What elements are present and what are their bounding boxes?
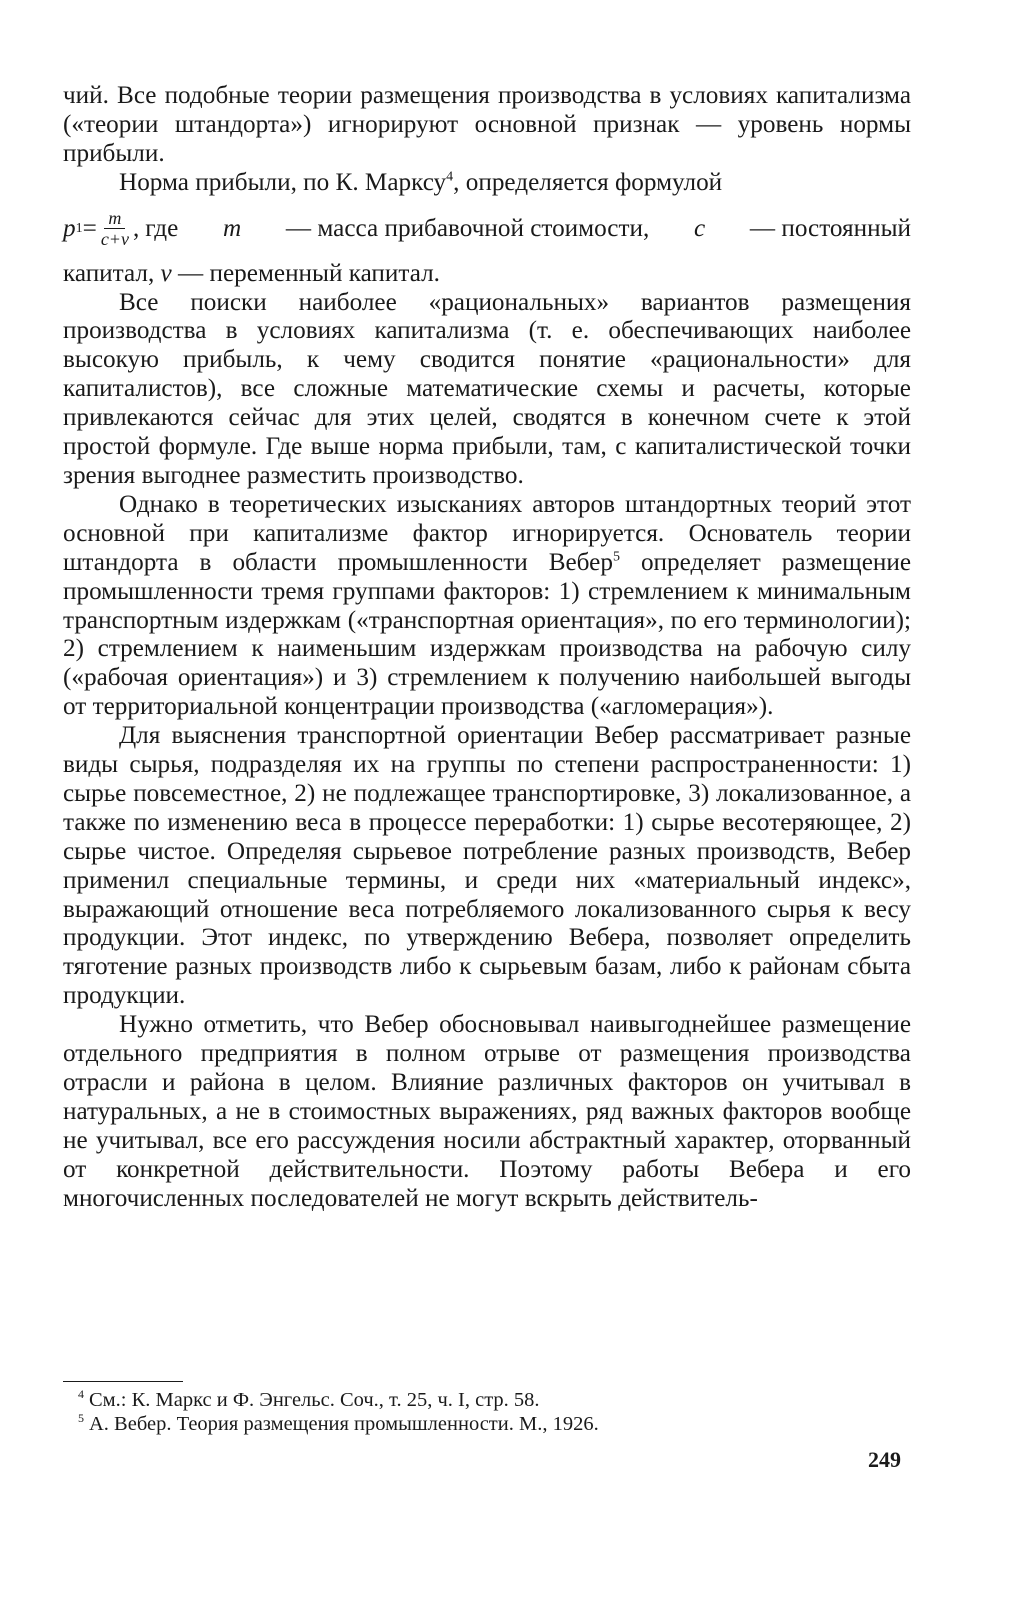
paragraph-3-start: капитал,	[63, 259, 155, 287]
formula-comma: ,	[132, 214, 140, 242]
page-number: 249	[868, 1447, 901, 1472]
formula-lhs: p	[63, 214, 76, 242]
paragraph-3	[63, 260, 911, 289]
paragraph-5-start: Однако в теоретических изысканиях авторов штандортных теорий этот основной при капитализме фактор игнорируется. Основатель теории штандорта в области промышленности Вебер	[63, 490, 911, 576]
footnote-5-text: А. Вебер. Теория размещения промышленности. М., 1926.	[89, 1413, 599, 1435]
paragraph-2	[63, 169, 911, 198]
page-body	[63, 82, 911, 1214]
footnote-ref-4: 4	[446, 169, 454, 185]
footnote-5-mark: 5	[78, 1411, 84, 1426]
paragraph-4: Все поиски наиболее «рациональных» вариантов размещения производства в условиях капитализма (т. е. обеспечивающих наиболее высокую прибыль, к чему сводится понятие «рациональности» для капиталистов), все сложные математические схемы и расчеты, которые привлекаются сейчас для этих целей, сводятся в конечном счете к этой простой формуле. Где выше норма прибыли, там, с капиталистической точки зрения выгоднее разместить производство.	[63, 288, 911, 489]
footnote-divider	[63, 1381, 183, 1382]
formula-denominator: c+v	[100, 229, 129, 250]
paragraph-5-end: определяет размещение промышленности тремя группами факторов: 1) стремлением к минимальным транспортным издержкам («транспортная ориентация», по его терминологии); 2) стремлением к наименьшим издержкам производства на рабочую силу («рабочая ориентация») и 3) стремлением к получению наибольшей выгоды от территориальной концентрации производства («агломерация»).	[63, 548, 912, 721]
paragraph-6: Для выяснения транспортной ориентации Вебер рассматривает разные виды сырья, подразделяя их на группы по степени распространенности: 1) сырье повсеместное, 2) не подлежащее транспортировке, 3) локализованное, а также по изменению веса в процессе переработки: 1) сырье весотеряющее, 2) сырье чистое. Определяя сырьевое потребление разных производств, Вебер применил специальные термины, и среди них «материальный индекс», выражающий отношение веса потребляемого локализованного сырья к весу продукции. Этот индекс, по утверждению Вебера, позволяет определить тяготение разных производств либо к сырьевым базам, либо к районам сбыта продукции.	[63, 722, 911, 1010]
footnote-ref-5: 5	[612, 549, 620, 565]
formula-part-2: — масса прибавочной стоимости,	[285, 214, 650, 242]
formula-var-c: c	[693, 214, 706, 242]
formula-fraction	[101, 209, 129, 248]
paragraph-3-var: v	[160, 259, 172, 287]
paragraph-2-start: Норма прибыли, по К. Марксу	[119, 168, 447, 196]
paragraph-2-end: , определяется формулой	[453, 168, 723, 196]
formula-description	[145, 215, 911, 243]
footnotes	[78, 1388, 878, 1436]
paragraph-3-end: — переменный капитал.	[178, 259, 440, 287]
footnote-5	[78, 1412, 878, 1436]
paragraph-5	[63, 491, 911, 722]
formula-var-m: m	[223, 214, 242, 242]
formula-part-3: — постоянный	[749, 214, 911, 242]
footnote-4-text: См.: К. Маркс и Ф. Энгельс. Соч., т. 25, ч. I, стр. 58.	[89, 1389, 540, 1411]
paragraph-7: Нужно отметить, что Вебер обосновывал наивыгоднейшее размещение отдельного предприятия в полном отрыве от размещения производства отрасли и района в целом. Влияние различных факторов он учитывал в натуральных, а не в стоимостных выражениях, ряд важных факторов вообще не учитывал, все его рассуждения носили абстрактный характер, оторванный от конкретной действительности. Поэтому работы Вебера и его многочисленных последователей не могут вскрыть действитель-	[63, 1011, 911, 1212]
footnote-4-mark: 4	[78, 1387, 84, 1402]
paragraph-1: чий. Все подобные теории размещения производства в условиях капитализма («теории штандорта») игнорируют основной признак — уровень нормы прибыли.	[63, 82, 911, 167]
formula-numerator: m	[104, 209, 125, 229]
formula-line: p 1 = $\frac{m}{c+v}$ , где m — масса прибавочной стоимости, c — постоянный	[63, 208, 911, 250]
footnote-4	[78, 1388, 878, 1412]
formula-part-1: где	[145, 214, 179, 242]
formula-equals: =	[82, 214, 97, 242]
